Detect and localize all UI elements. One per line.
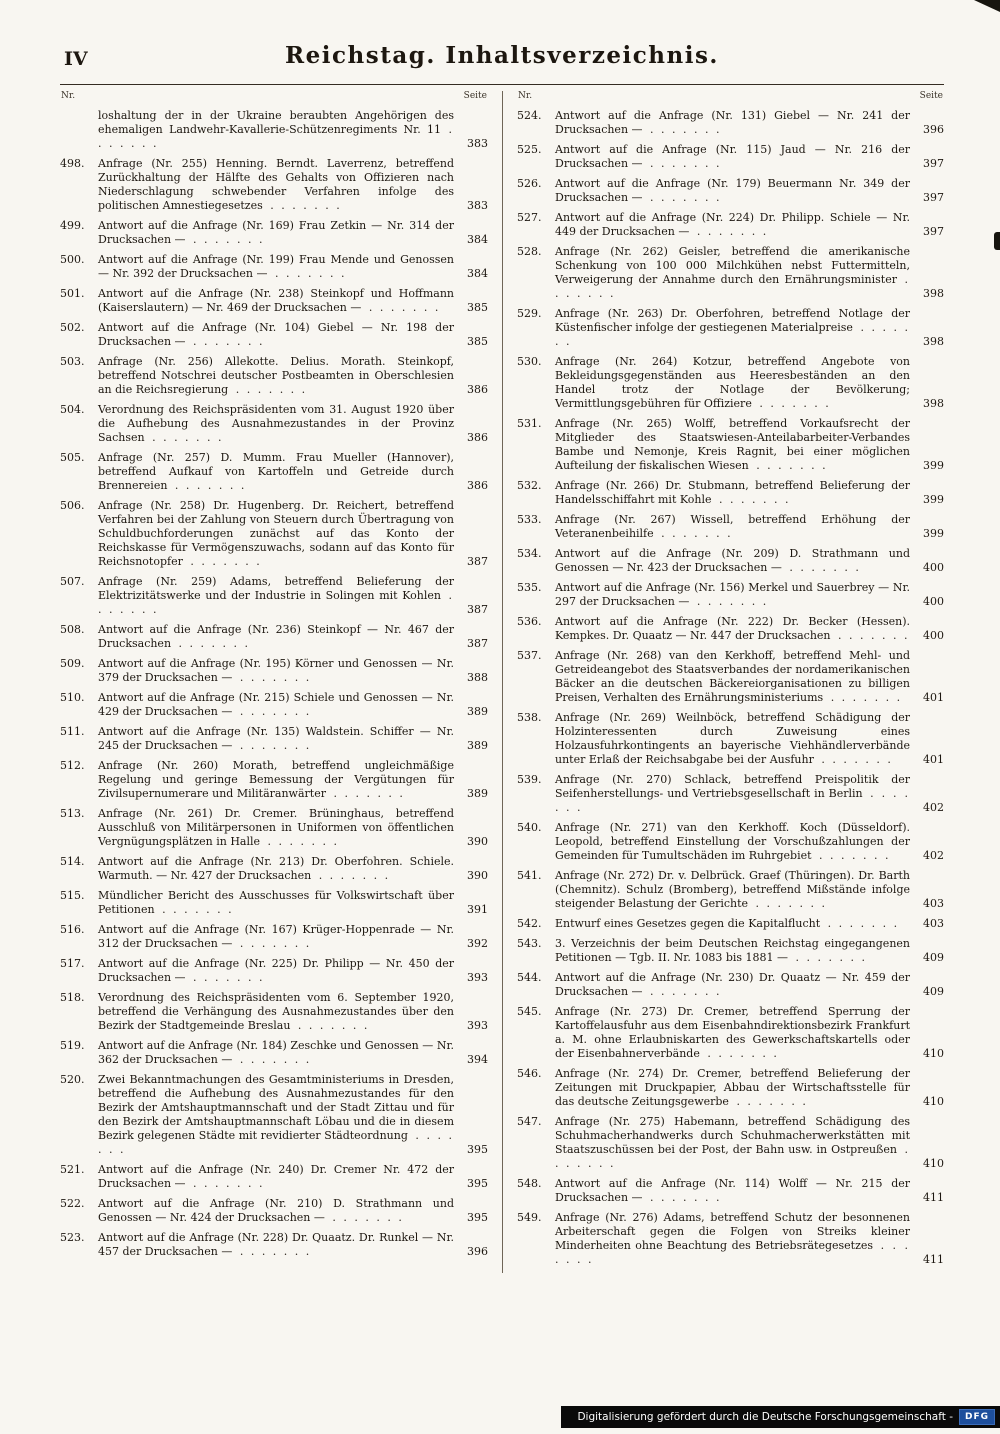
entry-page: 411 bbox=[923, 1191, 944, 1204]
entry-page: 403 bbox=[923, 917, 944, 930]
dot-leader: . . . . . . . bbox=[167, 479, 247, 492]
entry-page: 393 bbox=[467, 971, 488, 984]
dot-leader: . . . . . . . bbox=[555, 1239, 911, 1266]
entry-number: 546. bbox=[517, 1067, 542, 1080]
toc-entry bbox=[60, 451, 488, 493]
entry-page: 390 bbox=[467, 835, 488, 848]
entry-text: Verordnung des Reichspräsidenten vom 6. September 1920, betreffend die Verhängung des Ausnahmezustandes über den Bezirk der Stadtgemeinde Breslau . . . . . . . bbox=[98, 991, 454, 1032]
entry-page: 387 bbox=[467, 555, 488, 568]
entry-number: 509. bbox=[60, 657, 85, 670]
entry-page: 392 bbox=[467, 937, 488, 950]
entry-text: Antwort auf die Anfrage (Nr. 114) Wolff — Nr. 215 der Drucksachen — . . . . . . . bbox=[555, 1177, 910, 1204]
entry-text: loshaltung der in der Ukraine beraubten Angehörigen des ehemaligen Landwehr-Kavallerie-Schützenregiments Nr. 11 . . . . . . . bbox=[98, 109, 454, 150]
entry-page: 384 bbox=[467, 267, 488, 280]
dot-leader: . . . . . . . bbox=[642, 157, 722, 170]
entry-page: 396 bbox=[467, 1245, 488, 1258]
toc-entry bbox=[60, 725, 488, 753]
entry-number: 514. bbox=[60, 855, 85, 868]
entry-text: Antwort auf die Anfrage (Nr. 135) Waldstein. Schiffer — Nr. 245 der Drucksachen — . . . . . . . bbox=[98, 725, 454, 752]
toc-entry bbox=[60, 691, 488, 719]
dot-leader: . . . . . . . bbox=[361, 301, 441, 314]
toc-entry bbox=[517, 869, 944, 911]
dot-leader: . . . . . . . bbox=[781, 561, 861, 574]
toc-entry bbox=[60, 355, 488, 397]
dot-leader: . . . . . . . bbox=[232, 671, 312, 684]
entry-text: Antwort auf die Anfrage (Nr. 179) Beuermann Nr. 349 der Drucksachen — . . . . . . . bbox=[555, 177, 910, 204]
entry-page: 397 bbox=[923, 157, 944, 170]
dot-leader: . . . . . . . bbox=[185, 971, 265, 984]
entry-text: Antwort auf die Anfrage (Nr. 184) Zeschke und Genossen — Nr. 362 der Drucksachen — . . . . . . . bbox=[98, 1039, 454, 1066]
toc-entry bbox=[517, 547, 944, 575]
dot-leader: . . . . . . . bbox=[185, 1177, 265, 1190]
entry-text: Antwort auf die Anfrage (Nr. 156) Merkel und Sauerbrey — Nr. 297 der Drucksachen — . . . . . . . bbox=[555, 581, 910, 608]
dot-leader: . . . . . . . bbox=[813, 753, 893, 766]
entry-number: 506. bbox=[60, 499, 85, 512]
entry-text: Antwort auf die Anfrage (Nr. 224) Dr. Philipp. Schiele — Nr. 449 der Drucksachen — . . . . . . . bbox=[555, 211, 910, 238]
dot-leader: . . . . . . . bbox=[232, 937, 312, 950]
entry-text: Anfrage (Nr. 271) van den Kerkhoff. Koch (Düsseldorf). Leopold, betreffend Einstellung der Vorschußzahlungen der Gemeinden für Tumultschäden im Ruhrgebiet . . . . . . . bbox=[555, 821, 910, 862]
dot-leader: . . . . . . . bbox=[262, 199, 342, 212]
toc-entry bbox=[60, 403, 488, 445]
entry-page: 386 bbox=[467, 479, 488, 492]
dot-leader: . . . . . . . bbox=[751, 397, 831, 410]
toc-entry bbox=[517, 615, 944, 643]
nr-label: Nr. bbox=[518, 91, 533, 101]
toc-entry bbox=[517, 109, 944, 137]
dot-leader: . . . . . . . bbox=[728, 1095, 808, 1108]
entry-number: 499. bbox=[60, 219, 85, 232]
entry-text: Antwort auf die Anfrage (Nr. 238) Steinkopf und Hoffmann (Kaiserslautern) — Nr. 469 der Drucksachen — . . . . . . . bbox=[98, 287, 454, 314]
entry-number: 516. bbox=[60, 923, 85, 936]
toc-entry bbox=[60, 855, 488, 883]
toc-entry bbox=[60, 109, 488, 151]
dot-leader: . . . . . . . bbox=[748, 459, 828, 472]
entry-number: 522. bbox=[60, 1197, 85, 1210]
entry-number: 543. bbox=[517, 937, 542, 950]
entry-number: 533. bbox=[517, 513, 542, 526]
page-header bbox=[60, 42, 944, 76]
dot-leader: . . . . . . . bbox=[267, 267, 347, 280]
dot-leader: . . . . . . . bbox=[98, 1129, 454, 1156]
column-header-right bbox=[517, 91, 944, 101]
dot-leader: . . . . . . . bbox=[185, 335, 265, 348]
dot-leader: . . . . . . . bbox=[555, 321, 910, 348]
dot-leader: . . . . . . . bbox=[311, 869, 391, 882]
entry-page: 387 bbox=[467, 603, 488, 616]
dot-leader: . . . . . . . bbox=[642, 1191, 722, 1204]
entry-text: Anfrage (Nr. 264) Kotzur, betreffend Angebote von Bekleidungsgegenständen aus Heeresbeständen an den Handel trotz der Notlage der Bevölkerung; Vermittlungsgebühren für Offiziere . . . . . . . bbox=[555, 355, 910, 410]
entry-text: Anfrage (Nr. 275) Habemann, betreffend Schädigung des Schuhmacherhandwerks durch Schuhmacherwerkstätten mit Staatszuschüssen bei der Post, der Bahn usw. in Ostpreußen . . . . . . . bbox=[555, 1115, 910, 1170]
toc-entry bbox=[517, 479, 944, 507]
toc-entry bbox=[60, 321, 488, 349]
entry-text: Antwort auf die Anfrage (Nr. 199) Frau Mende und Genossen — Nr. 392 der Drucksachen — . . . . . . . bbox=[98, 253, 454, 280]
dot-leader: . . . . . . . bbox=[699, 1047, 779, 1060]
entry-text: Anfrage (Nr. 263) Dr. Oberfohren, betreffend Notlage der Küstenfischer infolge der gestiegenen Materialpreise . . . . . . . bbox=[555, 307, 910, 348]
dot-leader: . . . . . . . bbox=[171, 637, 250, 650]
entry-text: Antwort auf die Anfrage (Nr. 104) Giebel — Nr. 198 der Drucksachen — . . . . . . . bbox=[98, 321, 454, 348]
dot-leader: . . . . . . . bbox=[182, 555, 262, 568]
toc-entry bbox=[517, 177, 944, 205]
toc-column-left bbox=[60, 91, 502, 1273]
dot-leader: . . . . . . . bbox=[325, 787, 405, 800]
entry-page: 390 bbox=[467, 869, 488, 882]
dot-leader: . . . . . . . bbox=[228, 383, 308, 396]
dot-leader: . . . . . . . bbox=[154, 903, 234, 916]
entry-text: Antwort auf die Anfrage (Nr. 131) Giebel — Nr. 241 der Drucksachen — . . . . . . . bbox=[555, 109, 910, 136]
entry-number: 525. bbox=[517, 143, 542, 156]
entry-page: 400 bbox=[923, 595, 944, 608]
entry-number: 548. bbox=[517, 1177, 542, 1190]
entry-page: 389 bbox=[467, 739, 488, 752]
entry-text: Zwei Bekanntmachungen des Gesamtministeriums in Dresden, betreffend die Aufhebung des Ausnahmezustandes für den Bezirk der Amtshauptmannschaft und der Stadt Zittau und für den Bezirk der Amtshauptmannschaft Löbau und die in diesem Bezirk gelegenen Städte mit revidierter Städteordnung . . . . . . . bbox=[98, 1073, 454, 1156]
toc-entry bbox=[60, 157, 488, 213]
entry-page: 397 bbox=[923, 225, 944, 238]
entry-number: 500. bbox=[60, 253, 85, 266]
entry-page: 409 bbox=[923, 951, 944, 964]
toc-entry bbox=[60, 575, 488, 617]
entry-number: 537. bbox=[517, 649, 542, 662]
entry-number: 526. bbox=[517, 177, 542, 190]
toc-entry bbox=[517, 245, 944, 301]
toc-entry bbox=[517, 821, 944, 863]
toc-entry bbox=[517, 971, 944, 999]
entry-text: 3. Verzeichnis der beim Deutschen Reichstag eingegangenen Petitionen — Tgb. II. Nr. 1083 bis 1881 — . . . . . . . bbox=[555, 937, 910, 964]
toc-entry bbox=[517, 355, 944, 411]
page-folio: IV bbox=[64, 48, 88, 70]
toc-entries-left bbox=[60, 109, 488, 1259]
entry-text: Anfrage (Nr. 273) Dr. Cremer, betreffend Sperrung der Kartoffelausfuhr aus dem Eisenbahndirektionsbezirk Frankfurt a. M. ohne Erlaubniskarten des Gewerkschaftskartells oder der Eisenbahnerverbände . . . . . . . bbox=[555, 1005, 910, 1060]
entry-number: 541. bbox=[517, 869, 542, 882]
entry-number: 549. bbox=[517, 1211, 542, 1224]
entry-number: 523. bbox=[60, 1231, 85, 1244]
entry-page: 385 bbox=[467, 301, 488, 314]
entry-page: 399 bbox=[923, 493, 944, 506]
entry-number: 531. bbox=[517, 417, 542, 430]
dot-leader: . . . . . . . bbox=[820, 917, 900, 930]
digitization-footer bbox=[561, 1406, 1000, 1428]
entry-number: 507. bbox=[60, 575, 85, 588]
entry-number: 530. bbox=[517, 355, 542, 368]
page-title: Reichstag. Inhaltsverzeichnis. bbox=[285, 42, 719, 69]
entry-number: 527. bbox=[517, 211, 542, 224]
entry-page: 389 bbox=[467, 787, 488, 800]
entry-number: 519. bbox=[60, 1039, 85, 1052]
entry-number: 540. bbox=[517, 821, 542, 834]
entry-number: 512. bbox=[60, 759, 85, 772]
entry-page: 391 bbox=[467, 903, 488, 916]
toc-entries-right bbox=[517, 109, 944, 1267]
toc-entry bbox=[60, 623, 488, 651]
dfg-logo: DFG bbox=[959, 1409, 995, 1425]
entry-text: Antwort auf die Anfrage (Nr. 236) Steinkopf — Nr. 467 der Drucksachen . . . . . . . bbox=[98, 623, 454, 650]
entry-page: 383 bbox=[467, 137, 488, 150]
entry-page: 389 bbox=[467, 705, 488, 718]
toc-entry bbox=[517, 211, 944, 239]
dot-leader: . . . . . . . bbox=[98, 589, 454, 616]
toc-entry bbox=[60, 1231, 488, 1259]
toc-entry bbox=[60, 219, 488, 247]
entry-text: Antwort auf die Anfrage (Nr. 210) D. Strathmann und Genossen — Nr. 424 der Drucksachen — . . . . . . . bbox=[98, 1197, 454, 1224]
entry-number: 520. bbox=[60, 1073, 85, 1086]
entry-text: Antwort auf die Anfrage (Nr. 240) Dr. Cremer Nr. 472 der Drucksachen — . . . . . . . bbox=[98, 1163, 454, 1190]
toc-entry bbox=[60, 499, 488, 569]
seite-label: Seite bbox=[919, 91, 943, 101]
entry-page: 410 bbox=[923, 1095, 944, 1108]
entry-text: Antwort auf die Anfrage (Nr. 169) Frau Zetkin — Nr. 314 der Drucksachen — . . . . . . . bbox=[98, 219, 454, 246]
entry-page: 401 bbox=[923, 753, 944, 766]
dot-leader: . . . . . . . bbox=[642, 985, 722, 998]
entry-text: Anfrage (Nr. 276) Adams, betreffend Schutz der besonnenen Arbeiterschaft gegen die Folgen von Streiks kleiner Minderheiten ohne Beachtung des Betriebsrätegesetzes . . . . . . . bbox=[555, 1211, 911, 1266]
dot-leader: . . . . . . . bbox=[811, 849, 891, 862]
entry-number: 498. bbox=[60, 157, 85, 170]
toc-entry bbox=[517, 1177, 944, 1205]
dot-leader: . . . . . . . bbox=[98, 123, 454, 150]
dot-leader: . . . . . . . bbox=[555, 787, 910, 814]
entry-text: Antwort auf die Anfrage (Nr. 228) Dr. Quaatz. Dr. Runkel — Nr. 457 der Drucksachen — . . . . . . . bbox=[98, 1231, 454, 1258]
dot-leader: . . . . . . . bbox=[232, 1245, 312, 1258]
dot-leader: . . . . . . . bbox=[653, 527, 733, 540]
entry-page: 402 bbox=[923, 849, 944, 862]
dot-leader: . . . . . . . bbox=[642, 191, 722, 204]
toc-entry bbox=[60, 657, 488, 685]
toc-entry bbox=[517, 417, 944, 473]
entry-page: 398 bbox=[923, 335, 944, 348]
entry-number: 521. bbox=[60, 1163, 85, 1176]
entry-number: 502. bbox=[60, 321, 85, 334]
entry-number bbox=[60, 109, 94, 151]
toc-entry bbox=[517, 711, 944, 767]
dot-leader: . . . . . . . bbox=[232, 1053, 312, 1066]
entry-number: 505. bbox=[60, 451, 85, 464]
entry-text: Anfrage (Nr. 269) Weilnböck, betreffend Schädigung der Holzinteressenten durch Zuweisung eines Holzausfuhrkontingents an bayerische Viehhändlerverbände unter Erlaß der Reichsabgabe bei der Ausfuhr . . . . . . . bbox=[555, 711, 910, 766]
entry-page: 399 bbox=[923, 459, 944, 472]
dot-leader: . . . . . . . bbox=[324, 1211, 404, 1224]
toc-entry bbox=[60, 1039, 488, 1067]
entry-text: Entwurf eines Gesetzes gegen die Kapitalflucht . . . . . . . bbox=[555, 917, 900, 930]
dot-leader: . . . . . . . bbox=[689, 595, 769, 608]
entry-number: 538. bbox=[517, 711, 542, 724]
dot-leader: . . . . . . . bbox=[144, 431, 224, 444]
entry-text: Anfrage (Nr. 260) Morath, betreffend ungleichmäßige Regelung und geringe Bemessung der Vergütungen für Zivilsupernumerare und Militäranwärter . . . . . . . bbox=[98, 759, 454, 800]
entry-page: 409 bbox=[923, 985, 944, 998]
toc-entry bbox=[517, 1005, 944, 1061]
dot-leader: . . . . . . . bbox=[232, 739, 312, 752]
entry-text: Verordnung des Reichspräsidenten vom 31. August 1920 über die Aufhebung des Ausnahmezustandes in der Provinz Sachsen . . . . . . . bbox=[98, 403, 454, 444]
dot-leader: . . . . . . . bbox=[185, 233, 265, 246]
scan-artifact-edge bbox=[994, 232, 1000, 250]
toc-entry bbox=[517, 581, 944, 609]
entry-number: 535. bbox=[517, 581, 542, 594]
entry-text: Antwort auf die Anfrage (Nr. 195) Körner und Genossen — Nr. 379 der Drucksachen — . . . . . . . bbox=[98, 657, 454, 684]
digitization-credit: Digitalisierung gefördert durch die Deutsche Forschungsgemeinschaft - bbox=[577, 1411, 953, 1423]
dot-leader: . . . . . . . bbox=[232, 705, 312, 718]
entry-page: 393 bbox=[467, 1019, 488, 1032]
entry-number: 547. bbox=[517, 1115, 542, 1128]
entry-number: 544. bbox=[517, 971, 542, 984]
entry-text: Anfrage (Nr. 266) Dr. Stubmann, betreffend Belieferung der Handelsschiffahrt mit Kohle . . . . . . . bbox=[555, 479, 910, 506]
toc-entry bbox=[60, 1073, 488, 1157]
toc-entry bbox=[60, 991, 488, 1033]
entry-page: 383 bbox=[467, 199, 488, 212]
dot-leader: . . . . . . . bbox=[830, 629, 910, 642]
toc-entry bbox=[517, 917, 944, 931]
entry-text: Anfrage (Nr. 274) Dr. Cremer, betreffend Belieferung der Zeitungen mit Druckpapier, Abbau der Wirtschaftsstelle für das deutsche Zeitungsgewerbe . . . . . . . bbox=[555, 1067, 910, 1108]
entry-text: Anfrage (Nr. 261) Dr. Cremer. Brüninghaus, betreffend Ausschluß von Militärpersonen in Uniformen von öffentlichen Vergnügungsplätzen in Halle . . . . . . . bbox=[98, 807, 454, 848]
dot-leader: . . . . . . . bbox=[711, 493, 791, 506]
toc-entry bbox=[517, 937, 944, 965]
dot-leader: . . . . . . . bbox=[748, 897, 828, 910]
entry-number: 545. bbox=[517, 1005, 542, 1018]
toc-entry bbox=[60, 889, 488, 917]
entry-page: 386 bbox=[467, 431, 488, 444]
entry-text: Antwort auf die Anfrage (Nr. 167) Krüger-Hoppenrade — Nr. 312 der Drucksachen — . . . . . . . bbox=[98, 923, 454, 950]
entry-text: Anfrage (Nr. 272) Dr. v. Delbrück. Graef (Thüringen). Dr. Barth (Chemnitz). Schulz (Bromberg), betreffend Mißstände infolge steigender Belastung der Gerichte . . . . . . . bbox=[555, 869, 910, 910]
seite-label: Seite bbox=[463, 91, 487, 101]
entry-number: 515. bbox=[60, 889, 85, 902]
entry-number: 511. bbox=[60, 725, 85, 738]
dot-leader: . . . . . . . bbox=[642, 123, 722, 136]
entry-page: 384 bbox=[467, 233, 488, 246]
entry-text: Antwort auf die Anfrage (Nr. 230) Dr. Quaatz — Nr. 459 der Drucksachen — . . . . . . . bbox=[555, 971, 910, 998]
toc-columns bbox=[60, 91, 944, 1273]
toc-entry bbox=[60, 923, 488, 951]
entry-page: 401 bbox=[923, 691, 944, 704]
toc-entry bbox=[60, 807, 488, 849]
entry-page: 400 bbox=[923, 629, 944, 642]
entry-page: 403 bbox=[923, 897, 944, 910]
toc-entry bbox=[517, 513, 944, 541]
entry-page: 388 bbox=[467, 671, 488, 684]
toc-entry bbox=[60, 957, 488, 985]
entry-page: 395 bbox=[467, 1211, 488, 1224]
entry-text: Antwort auf die Anfrage (Nr. 115) Jaud — Nr. 216 der Drucksachen — . . . . . . . bbox=[555, 143, 910, 170]
entry-text: Anfrage (Nr. 256) Allekotte. Delius. Morath. Steinkopf, betreffend Notschrei deutscher Postbeamten in Oberschlesien an die Reichsregierung . . . . . . . bbox=[98, 355, 454, 396]
entry-page: 399 bbox=[923, 527, 944, 540]
dot-leader: . . . . . . . bbox=[555, 1143, 910, 1170]
toc-entry bbox=[517, 773, 944, 815]
scan-artifact-corner bbox=[974, 0, 1000, 12]
toc-entry bbox=[60, 759, 488, 801]
entry-number: 536. bbox=[517, 615, 542, 628]
toc-entry bbox=[60, 1197, 488, 1225]
toc-entry bbox=[517, 143, 944, 171]
toc-entry bbox=[517, 1115, 944, 1171]
entry-text: Anfrage (Nr. 258) Dr. Hugenberg. Dr. Reichert, betreffend Verfahren bei der Zahlung von Steuern durch Übertragung von Schuldbuchforderungen zunächst auf das Konto der Reichskasse für Vermögenszuwachs, sodann auf das Konto für Reichsnotopfer . . . . . . . bbox=[98, 499, 454, 568]
dot-leader: . . . . . . . bbox=[823, 691, 903, 704]
entry-text: Anfrage (Nr. 270) Schlack, betreffend Preispolitik der Seifenherstellungs- und Vertriebsgesellschaft in Berlin . . . . . . . bbox=[555, 773, 910, 814]
entry-text: Anfrage (Nr. 265) Wolff, betreffend Vorkaufsrecht der Mitglieder des Staatswiesen-Anteilabarbeiter-Verbandes Bambe und Nemonje, Kreis Ragnit, bei einer möglichen Aufteilung der fiskalischen Wiesen . . . . . . . bbox=[555, 417, 910, 472]
entry-page: 411 bbox=[923, 1253, 944, 1266]
entry-page: 410 bbox=[923, 1047, 944, 1060]
entry-number: 508. bbox=[60, 623, 85, 636]
toc-entry bbox=[60, 253, 488, 281]
toc-entry bbox=[517, 649, 944, 705]
entry-number: 528. bbox=[517, 245, 542, 258]
entry-text: Antwort auf die Anfrage (Nr. 213) Dr. Oberfohren. Schiele. Warmuth. — Nr. 427 der Drucksachen . . . . . . . bbox=[98, 855, 454, 882]
entry-number: 534. bbox=[517, 547, 542, 560]
entry-text: Antwort auf die Anfrage (Nr. 225) Dr. Philipp — Nr. 450 der Drucksachen — . . . . . . . bbox=[98, 957, 454, 984]
entry-page: 400 bbox=[923, 561, 944, 574]
toc-entry bbox=[60, 287, 488, 315]
entry-text: Anfrage (Nr. 262) Geisler, betreffend die amerikanische Schenkung von 100 000 Milchkühen nebst Futtermitteln, Verweigerung der Annahme durch den Ernährungsminister . . . . . . . bbox=[555, 245, 910, 300]
entry-page: 397 bbox=[923, 191, 944, 204]
page-content bbox=[60, 42, 944, 1273]
entry-text: Anfrage (Nr. 255) Henning. Berndt. Laverrenz, betreffend Zurückhaltung der Hälfte des Gehalts von Offizieren nach Niederschlagung schwebender Verfahren infolge des politischen Amnestiegesetzes . . . . . . . bbox=[98, 157, 454, 212]
dot-leader: . . . . . . . bbox=[555, 273, 910, 300]
entry-text: Anfrage (Nr. 267) Wissell, betreffend Erhöhung der Veteranenbeihilfe . . . . . . . bbox=[555, 513, 910, 540]
entry-page: 395 bbox=[467, 1143, 488, 1156]
dot-leader: . . . . . . . bbox=[290, 1019, 370, 1032]
entry-text: Antwort auf die Anfrage (Nr. 215) Schiele und Genossen — Nr. 429 der Drucksachen — . . . . . . . bbox=[98, 691, 454, 718]
entry-page: 395 bbox=[467, 1177, 488, 1190]
entry-number: 539. bbox=[517, 773, 542, 786]
dot-leader: . . . . . . . bbox=[788, 951, 868, 964]
dot-leader: . . . . . . . bbox=[260, 835, 339, 848]
toc-entry bbox=[517, 1067, 944, 1109]
entry-page: 410 bbox=[923, 1157, 944, 1170]
entry-text: Antwort auf die Anfrage (Nr. 209) D. Strathmann und Genossen — Nr. 423 der Drucksachen — . . . . . . . bbox=[555, 547, 910, 574]
entry-text: Anfrage (Nr. 259) Adams, betreffend Belieferung der Elektrizitätswerke und der Industrie in Solingen mit Kohlen . . . . . . . bbox=[98, 575, 454, 616]
entry-page: 385 bbox=[467, 335, 488, 348]
entry-number: 529. bbox=[517, 307, 542, 320]
entry-number: 518. bbox=[60, 991, 85, 1004]
entry-number: 501. bbox=[60, 287, 85, 300]
toc-entry bbox=[517, 307, 944, 349]
entry-page: 398 bbox=[923, 397, 944, 410]
toc-entry bbox=[517, 1211, 944, 1267]
entry-page: 396 bbox=[923, 123, 944, 136]
entry-text: Anfrage (Nr. 257) D. Mumm. Frau Mueller (Hannover), betreffend Aufkauf von Kartoffeln und Getreide durch Brennereien . . . . . . . bbox=[98, 451, 454, 492]
header-rule bbox=[60, 84, 944, 85]
toc-column-right bbox=[502, 91, 944, 1273]
entry-page: 402 bbox=[923, 801, 944, 814]
nr-label: Nr. bbox=[61, 91, 76, 101]
entry-text: Antwort auf die Anfrage (Nr. 222) Dr. Becker (Hessen). Kempkes. Dr. Quaatz — Nr. 447 der Drucksachen . . . . . . . bbox=[555, 615, 910, 642]
entry-number: 510. bbox=[60, 691, 85, 704]
entry-page: 387 bbox=[467, 637, 488, 650]
entry-text: Mündlicher Bericht des Ausschusses für Volkswirtschaft über Petitionen . . . . . . . bbox=[98, 889, 454, 916]
entry-number: 504. bbox=[60, 403, 85, 416]
toc-entry bbox=[60, 1163, 488, 1191]
entry-page: 394 bbox=[467, 1053, 488, 1066]
entry-number: 513. bbox=[60, 807, 85, 820]
entry-page: 386 bbox=[467, 383, 488, 396]
column-header-left bbox=[60, 91, 488, 101]
entry-number: 532. bbox=[517, 479, 542, 492]
entry-number: 542. bbox=[517, 917, 542, 930]
entry-number: 517. bbox=[60, 957, 85, 970]
entry-page: 398 bbox=[923, 287, 944, 300]
entry-number: 524. bbox=[517, 109, 542, 122]
dot-leader: . . . . . . . bbox=[689, 225, 769, 238]
entry-text: Anfrage (Nr. 268) van den Kerkhoff, betreffend Mehl- und Getreideangebot des Staatsverbandes der nordamerikanischen Bäcker an die deutschen Bäckereiorganisationen zu billigen Preisen, Verhalten des Ernährungsministeriums . . . . . . . bbox=[555, 649, 910, 704]
entry-number: 503. bbox=[60, 355, 85, 368]
